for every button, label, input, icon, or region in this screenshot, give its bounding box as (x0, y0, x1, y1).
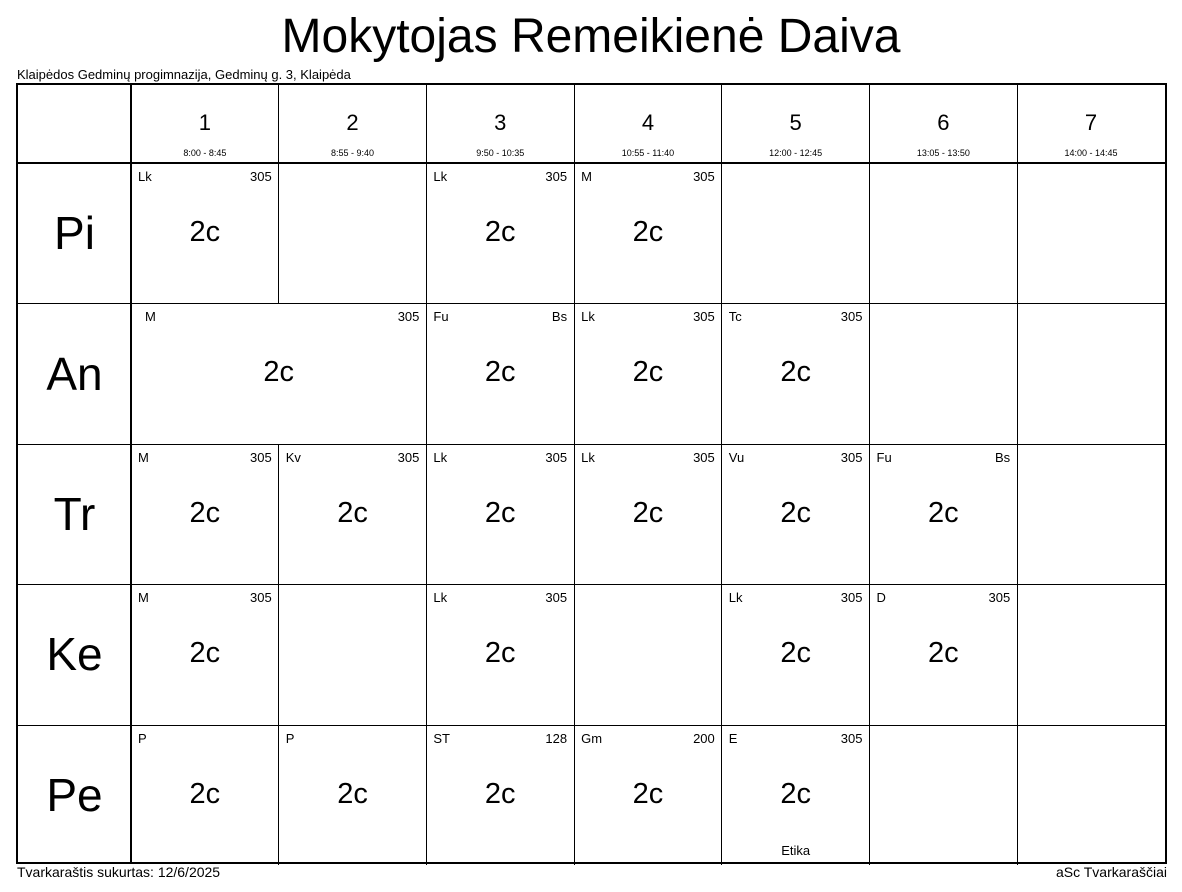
lesson-subject: Gm (581, 730, 603, 746)
lesson-room: Bs (551, 309, 568, 325)
lesson-class: 2c (484, 777, 516, 810)
created-date-footer: Tvarkaraštis sukurtas: 12/6/2025 (17, 864, 221, 880)
lesson-class: 2c (189, 216, 221, 248)
lesson-room: 305 (840, 449, 863, 465)
lesson-class: 2c (780, 777, 811, 810)
page-title: Mokytojas Remeikienė Daiva (281, 10, 901, 63)
software-credit-footer: aSc Tvarkaraščiai (1055, 864, 1167, 880)
lesson-cell[interactable] (722, 444, 870, 584)
lesson-class: 2c (632, 777, 664, 810)
lesson-room: 305 (693, 449, 715, 465)
lesson-subject: Tc (728, 309, 742, 325)
lesson-room: Bs (995, 449, 1011, 465)
lesson-class: 2c (632, 216, 664, 248)
day-label-pe: Pe (46, 768, 103, 821)
lesson-class: 2c (484, 356, 516, 389)
lesson-cell[interactable] (426, 584, 574, 724)
lesson-class: 2c (484, 496, 516, 529)
period-number: 5 (789, 110, 802, 135)
period-header-2 (279, 85, 427, 163)
lesson-class: 2c (337, 496, 368, 529)
timetable-grid (16, 83, 1167, 864)
period-time: 13:05 - 13:50 (916, 148, 970, 158)
period-number: 1 (198, 110, 211, 135)
lesson-room: 305 (397, 449, 420, 465)
school-address: Klaipėdos Gedminų progimnazija, Gedminų g. 3, Klaipėda (17, 67, 351, 82)
lesson-cell[interactable] (574, 303, 722, 443)
period-header-1 (131, 85, 279, 163)
lesson-class: 2c (263, 356, 295, 389)
lesson-room: 305 (545, 169, 568, 184)
period-header-5 (722, 85, 870, 163)
lesson-room: 305 (988, 590, 1011, 606)
lesson-subject: M (581, 169, 592, 184)
period-number: 6 (937, 110, 950, 135)
lesson-class: 2c (928, 496, 959, 529)
lesson-cell[interactable] (722, 303, 870, 443)
period-time: 8:55 - 9:40 (331, 148, 375, 158)
period-time: 14:00 - 14:45 (1064, 148, 1118, 158)
day-label-ke: Ke (46, 628, 103, 681)
lesson-cell[interactable] (870, 444, 1018, 584)
period-divider (1017, 163, 1018, 303)
period-number: 2 (346, 110, 359, 135)
lesson-class: 2c (189, 637, 221, 670)
period-time: 8:00 - 8:45 (183, 148, 227, 158)
lesson-subject: Lk (433, 590, 448, 606)
lesson-room: 305 (397, 309, 420, 325)
lesson-subject: Lk (581, 449, 595, 465)
lesson-cell[interactable] (131, 584, 279, 724)
lesson-subject: E (728, 730, 738, 746)
period-header-7 (1017, 85, 1165, 163)
lesson-subject: Lk (581, 309, 595, 325)
lesson-subject: Fu (433, 309, 449, 325)
lesson-cell[interactable] (722, 725, 870, 865)
lesson-cell[interactable] (279, 444, 427, 584)
period-header-6 (870, 85, 1018, 163)
lesson-room: 305 (545, 590, 568, 606)
lesson-subject: Lk (433, 449, 448, 465)
lesson-subject: M (138, 449, 149, 465)
lesson-cell[interactable] (426, 725, 574, 865)
lesson-class: 2c (780, 637, 811, 670)
period-header-3 (426, 85, 574, 163)
lesson-room: 305 (840, 309, 863, 325)
lesson-class: 2c (484, 216, 516, 248)
lesson-room: 305 (840, 590, 863, 606)
lesson-subject: Lk (433, 169, 448, 184)
lesson-subject: Kv (285, 449, 301, 465)
lesson-cell[interactable] (722, 584, 870, 724)
lesson-room: 305 (249, 590, 272, 606)
lesson-note: Etika (781, 842, 811, 858)
lesson-subject: M (138, 590, 149, 606)
lesson-subject: P (285, 730, 295, 746)
lesson-cell[interactable] (574, 444, 722, 584)
lesson-room: 200 (693, 730, 715, 746)
day-label-tr: Tr (53, 488, 96, 540)
lesson-room: 128 (545, 730, 568, 746)
day-label-pi: Pi (54, 207, 95, 260)
period-divider (869, 163, 870, 303)
lesson-subject: P (138, 730, 147, 746)
lesson-subject: D (876, 590, 886, 606)
lesson-room: 305 (693, 309, 715, 325)
period-time: 9:50 - 10:35 (476, 148, 525, 158)
lesson-subject: ST (433, 730, 451, 746)
lesson-room: 305 (840, 730, 863, 746)
lesson-cell[interactable] (574, 163, 722, 303)
lesson-cell[interactable] (131, 725, 279, 865)
lesson-room: 305 (249, 169, 272, 184)
lesson-class: 2c (189, 777, 221, 810)
period-time: 12:00 - 12:45 (769, 148, 823, 158)
lesson-subject: Vu (728, 449, 745, 465)
period-divider (1017, 725, 1018, 865)
period-number: 3 (494, 110, 507, 135)
lesson-class: 2c (484, 637, 516, 670)
lesson-subject: Fu (876, 449, 892, 465)
lesson-cell[interactable] (574, 725, 722, 865)
period-divider (1017, 303, 1018, 443)
lesson-subject: M (145, 309, 156, 325)
lesson-class: 2c (928, 637, 959, 670)
day-label-an: An (46, 347, 103, 400)
lesson-cell[interactable] (426, 163, 574, 303)
period-header-4 (574, 85, 722, 163)
lesson-class: 2c (632, 496, 664, 529)
lesson-cell[interactable] (870, 584, 1018, 724)
lesson-class: 2c (780, 496, 811, 529)
lesson-room: 305 (545, 449, 568, 465)
lesson-cell[interactable] (131, 163, 279, 303)
lesson-subject: Lk (728, 590, 743, 606)
period-time: 10:55 - 11:40 (621, 148, 675, 158)
lesson-cell[interactable] (426, 444, 574, 584)
lesson-subject: Lk (138, 169, 152, 184)
lesson-cell[interactable] (131, 444, 279, 584)
lesson-room: 305 (249, 449, 272, 465)
lesson-class: 2c (780, 356, 811, 389)
lesson-cell[interactable] (131, 303, 426, 443)
lesson-class: 2c (337, 777, 368, 810)
lesson-class: 2c (189, 496, 221, 529)
period-number: 7 (1084, 110, 1098, 135)
lesson-cell[interactable] (279, 725, 427, 865)
lesson-cell[interactable] (426, 303, 574, 443)
lesson-room: 305 (693, 169, 715, 184)
lesson-class: 2c (632, 356, 664, 389)
period-number: 4 (641, 110, 655, 135)
